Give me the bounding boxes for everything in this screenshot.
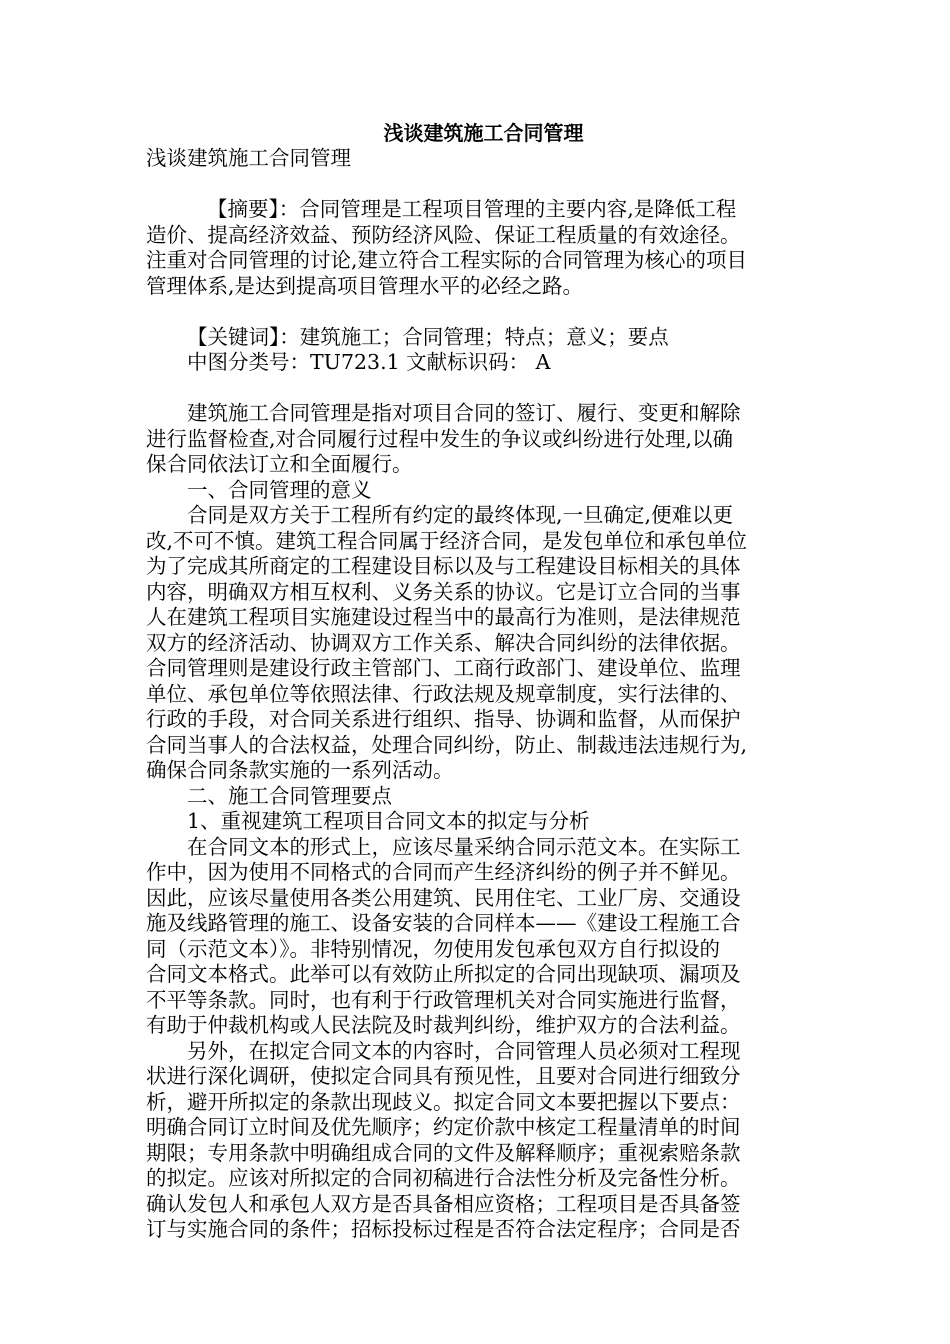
intro-line: 进行监督检查,对合同履行过程中发生的争议或纠纷进行处理,以确	[146, 426, 734, 451]
section-1-line: 行政的手段，对合同关系进行组织、指导、协调和监督，从而保护	[146, 707, 741, 731]
section-2-line: 析，避开所拟定的条款出现歧义。拟定合同文本要把握以下要点：	[146, 1089, 741, 1114]
section-1-line: 双方的经济活动、协调双方工作关系、解决合同纠纷的法律依据。	[146, 630, 741, 655]
document-body	[146, 120, 811, 1243]
section-1-heading: 一、合同管理的意义	[187, 477, 372, 502]
abstract-line: 注重对合同管理的讨论,建立符合工程实际的合同管理为核心的项目	[146, 248, 748, 272]
section-2-line: 因此，应该尽量使用各类公用建筑、民用住宅、工业厂房、交通设	[146, 885, 741, 910]
spacer	[146, 299, 811, 325]
keywords-line: 【关键词】：建筑施工；合同管理；特点；意义；要点	[187, 324, 669, 349]
intro-line: 保合同依法订立和全面履行。	[146, 452, 413, 476]
section-2-line: 确认发包人和承包人双方是否具备相应资格；工程项目是否具备签	[146, 1191, 741, 1216]
section-1-paragraph	[146, 503, 811, 784]
intro-line: 建筑施工合同管理是指对项目合同的签订、履行、变更和解除	[187, 401, 741, 425]
section-1-line: 确保合同条款实施的一系列活动。	[146, 758, 454, 782]
section-2-line: 订与实施合同的条件；招标投标过程是否符合法定程序；合同是否	[146, 1217, 741, 1241]
section-1-line: 为了完成其所商定的工程建设目标以及与工程建设目标相关的具体	[146, 554, 741, 578]
section-2-line: 明确合同订立时间及优先顺序；约定价款中核定工程量清单的时间	[146, 1115, 741, 1139]
section-1-line: 合同是双方关于工程所有约定的最终体现,一旦确定,便难以更	[187, 503, 734, 527]
section-1-line: 改,不可不慎。建筑工程合同属于经济合同，是发包单位和承包单位	[146, 528, 748, 553]
classification-line: 中图分类号：TU723.1 文献标识码： A	[187, 350, 551, 374]
abstract-line: 【摘要】：合同管理是工程项目管理的主要内容,是降低工程	[207, 197, 737, 221]
section-2-paragraph-2	[146, 1039, 811, 1243]
section-2-subheading: 1、重视建筑工程项目合同文本的拟定与分析	[187, 809, 590, 833]
spacer	[146, 376, 811, 402]
section-1-line: 单位、承包单位等依照法律、行政法规及规章制度，实行法律的、	[146, 681, 741, 706]
section-2-line: 另外，在拟定合同文本的内容时，合同管理人员必须对工程现	[187, 1038, 741, 1063]
section-1-line: 合同当事人的合法权益，处理合同纠纷，防止、制裁违法违规行为,	[146, 732, 748, 757]
section-2-line: 有助于仲裁机构或人民法院及时裁判纠纷，维护双方的合法利益。	[146, 1013, 741, 1037]
section-2-line: 作中，因为使用不同格式的合同而产生经济纠纷的例子并不鲜见。	[146, 860, 741, 884]
section-2-line: 同（示范文本）》。非特别情况，勿使用发包承包双方自行拟设的	[146, 936, 720, 961]
section-2-line: 的拟定。应该对所拟定的合同初稿进行合法性分析及完备性分析。	[146, 1166, 741, 1190]
section-2-heading: 二、施工合同管理要点	[187, 783, 392, 808]
abstract-line: 造价、提高经济效益、预防经济风险、保证工程质量的有效途径。	[146, 222, 741, 247]
section-2-line: 在合同文本的形式上，应该尽量采纳合同示范文本。在实际工	[187, 834, 741, 859]
abstract-paragraph	[146, 197, 811, 299]
section-1-line: 内容，明确双方相互权利、义务关系的协议。它是订立合同的当事	[146, 579, 741, 604]
document-subtitle: 浅谈建筑施工合同管理	[146, 146, 351, 170]
section-2-line: 施及线路管理的施工、设备安装的合同样本——《建设工程施工合	[146, 911, 741, 935]
spacer	[146, 172, 811, 198]
section-1-line: 人在建筑工程项目实施建设过程当中的最高行为准则，是法律规范	[146, 605, 741, 629]
section-2-paragraph-1	[146, 835, 811, 1039]
abstract-line: 管理体系,是达到提高项目管理水平的必经之路。	[146, 273, 584, 298]
intro-paragraph	[146, 401, 811, 478]
section-2-line: 期限；专用条款中明确组成合同的文件及解释顺序；重视索赔条款	[146, 1140, 741, 1165]
section-2-line: 状进行深化调研，使拟定合同具有预见性，且要对合同进行细致分	[146, 1064, 741, 1088]
document-title: 浅谈建筑施工合同管理	[383, 121, 584, 145]
section-2-line: 不平等条款。同时，也有利于行政管理机关对合同实施进行监督，	[146, 987, 741, 1012]
section-2-line: 合同文本格式。此举可以有效防止所拟定的合同出现缺项、漏项及	[146, 962, 741, 986]
section-1-line: 合同管理则是建设行政主管部门、工商行政部门、建设单位、监理	[146, 656, 741, 680]
